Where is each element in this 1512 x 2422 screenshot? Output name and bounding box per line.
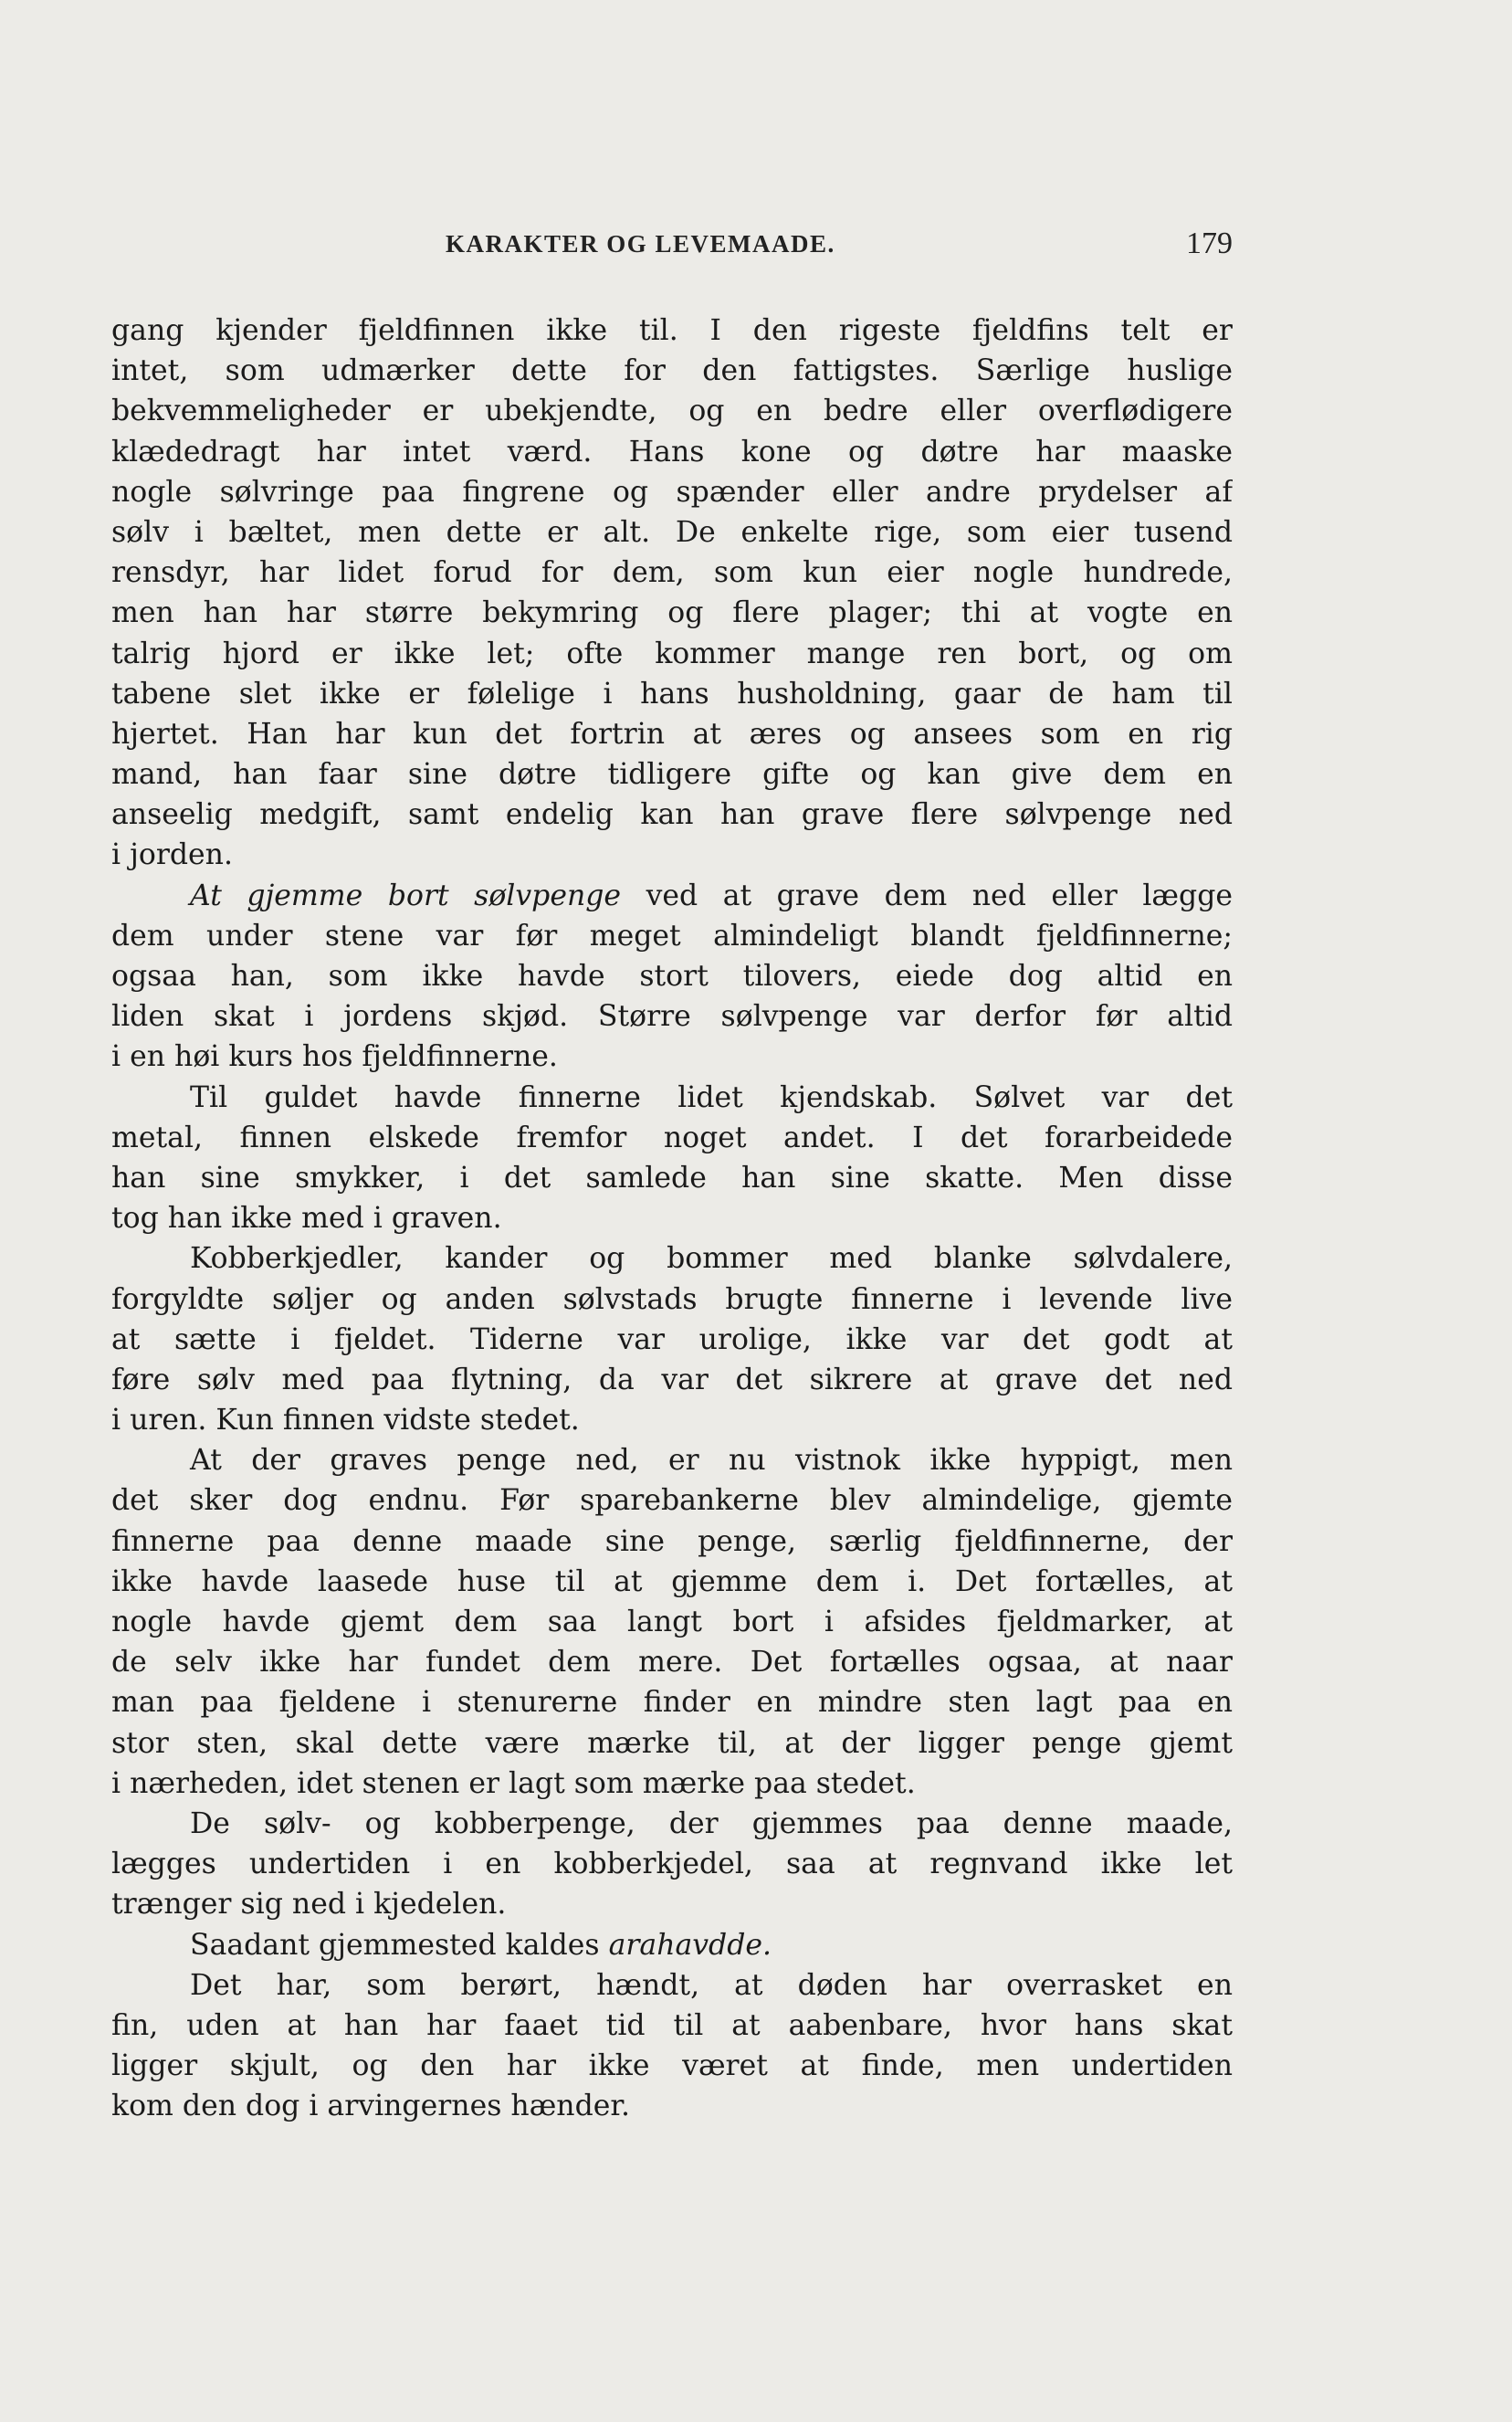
text-line: bekvemmeligheder er ubekjendte, og en bedre eller overflødigere <box>111 395 1233 428</box>
text-line: rensdyr, har lidet forud for dem, som kun eier nogle hundrede, <box>111 556 1233 590</box>
text-line: fin, uden at han har faaet tid til at aabenbare, hvor hans skat <box>111 2008 1233 2042</box>
body-text <box>111 311 1233 2126</box>
text-line: klædedragt har intet værd. Hans kone og døtre har maaske <box>111 435 1233 469</box>
text-line: i en høi kurs hos fjeldfinnerne. <box>111 1040 558 1074</box>
text-line: at sætte i fjeldet. Tiderne var urolige, ikke var det godt at <box>111 1322 1233 1356</box>
text-line: i nærheden, idet stenen er lagt som mærke paa stedet. <box>111 1766 916 1800</box>
text-line: ikke havde laasede huse til at gjemme dem i. Det fortælles, at <box>111 1564 1233 1598</box>
text-line: lægges undertiden i en kobberkjedel, saa at regnvand ikke let <box>111 1848 1233 1881</box>
running-head <box>111 226 1233 270</box>
text-line: trænger sig ned i kjedelen. <box>111 1888 507 1922</box>
paragraph <box>111 1965 1233 2127</box>
text-line: man paa fjeldene i stenurerne finder en mindre sten lagt paa en <box>111 1686 1233 1720</box>
text-line: At der graves penge ned, er nu vistnok ikke hyppigt, men <box>190 1444 1233 1478</box>
text-line: i uren. Kun finnen vidste stedet. <box>111 1404 580 1437</box>
text-fragment: ved at grave dem ned eller lægge <box>621 879 1233 912</box>
text-line: Kobberkjedler, kander og bommer med blanke sølvdalere, <box>190 1242 1233 1276</box>
paragraph <box>111 1925 1233 1965</box>
text-line: metal, finnen elskede fremfor noget andet. I det forarbeidede <box>111 1121 1233 1154</box>
text-line: De sølv- og kobberpenge, der gjemmes paa denne maade, <box>190 1806 1233 1840</box>
text-line: gang kjender fjeldfinnen ikke til. I den rigeste fjeldfins telt er <box>111 314 1233 347</box>
paragraph <box>111 1078 1233 1239</box>
text-line: det sker dog endnu. Før sparebankerne blev almindelige, gjemte <box>111 1484 1233 1518</box>
page-number: 179 <box>1186 226 1233 260</box>
text-line: anseelig medgift, samt endelig kan han grave flere sølvpenge ned <box>111 798 1233 832</box>
text-line: talrig hjord er ikke let; ofte kommer mange ren bort, og om <box>111 637 1233 670</box>
paragraph <box>111 1238 1233 1440</box>
paragraph <box>111 876 1233 1078</box>
text-line: nogle sølvringe paa fingrene og spænder eller andre prydelser af <box>111 475 1233 509</box>
italic-phrase: At gjemme bort sølvpenge <box>190 879 622 912</box>
paragraph <box>111 311 1233 876</box>
text-line: de selv ikke har fundet dem mere. Det fortælles ogsaa, at naar <box>111 1646 1233 1680</box>
running-head-title: KARAKTER OG LEVEMAADE. <box>446 230 835 258</box>
text-line: men han har større bekymring og flere plager; thi at vogte en <box>111 596 1233 630</box>
text-line: finnerne paa denne maade sine penge, særlig fjeldfinnerne, der <box>111 1524 1233 1558</box>
text-line: Til guldet havde finnerne lidet kjendskab. Sølvet var det <box>190 1080 1233 1114</box>
text-line: stor sten, skal dette være mærke til, at der ligger penge gjemt <box>111 1726 1233 1760</box>
text-line: nogle havde gjemt dem saa langt bort i afsides fjeldmarker, at <box>111 1606 1233 1638</box>
text-line: intet, som udmærker dette for den fattigstes. Særlige huslige <box>111 354 1233 388</box>
text-line: liden skat i jordens skjød. Større sølvpenge var derfor før altid <box>111 1000 1233 1034</box>
text-line: forgyldte søljer og anden sølvstads brugte finnerne i levende live <box>111 1282 1233 1316</box>
text-line: sølv i bæltet, men dette er alt. De enkelte rige, som eier tusend <box>111 515 1233 549</box>
italic-term: arahavdde. <box>608 1928 772 1962</box>
text-line <box>111 876 1233 916</box>
text-line: i jorden. <box>111 838 233 872</box>
text-line: kom den dog i arvingernes hænder. <box>111 2090 630 2123</box>
paragraph <box>111 1804 1233 1925</box>
text-line: Det har, som berørt, hændt, at døden har overrasket en <box>190 1968 1233 2002</box>
text-fragment: Saadant gjemmested kaldes <box>190 1928 609 1962</box>
text-line: tabene slet ikke er følelige i hans husholdning, gaar de ham til <box>111 677 1233 711</box>
text-line: føre sølv med paa flytning, da var det sikrere at grave det ned <box>111 1363 1233 1396</box>
text-line: han sine smykker, i det samlede han sine skatte. Men disse <box>111 1161 1233 1195</box>
text-line: hjertet. Han har kun det fortrin at æres og ansees som en rig <box>111 717 1233 751</box>
text-line <box>111 1925 1233 1965</box>
text-line: ligger skjult, og den har ikke været at finde, men undertiden <box>111 2049 1233 2083</box>
text-line: ogsaa han, som ikke havde stort tilovers, eiede dog altid en <box>111 960 1233 993</box>
text-line: mand, han faar sine døtre tidligere gifte og kan give dem en <box>111 758 1233 792</box>
text-line: tog han ikke med i graven. <box>111 1202 502 1236</box>
text-line: dem under stene var før meget almindeligt blandt fjeldfinnerne; <box>111 919 1233 953</box>
paragraph <box>111 1440 1233 1804</box>
